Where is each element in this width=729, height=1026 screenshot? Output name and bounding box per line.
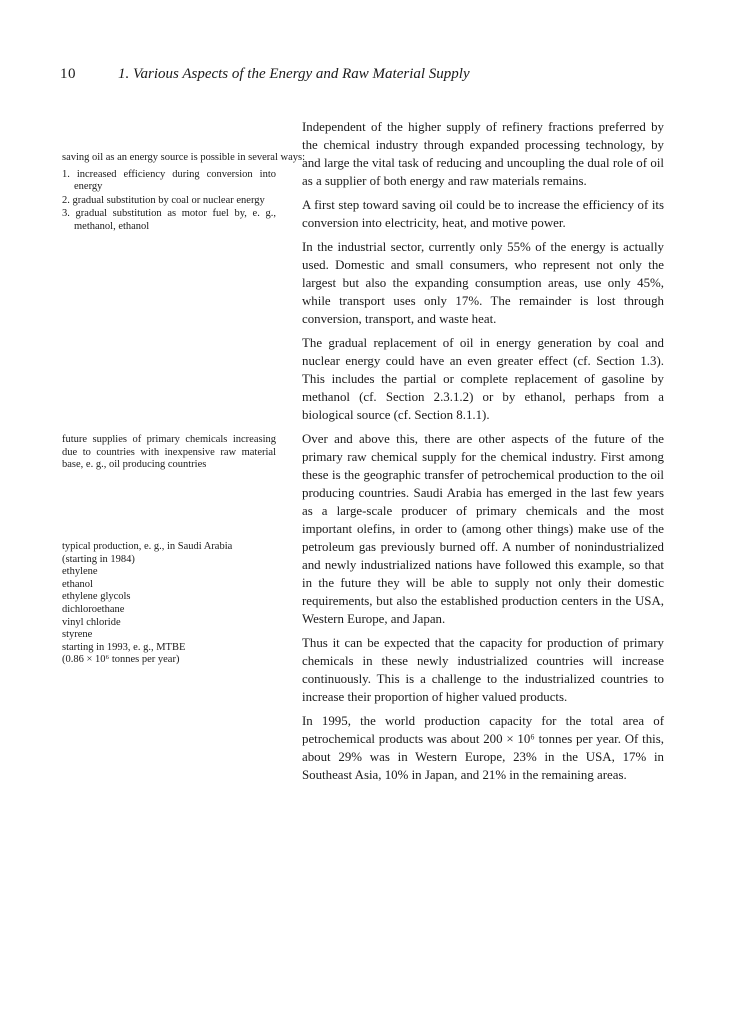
- margin-note-line: (0.86 × 10⁶ tonnes per year): [62, 654, 180, 666]
- saving-oil-list: [62, 169, 276, 234]
- main-text-column: [302, 118, 664, 790]
- list-item: 3. gradual substitution as motor fuel by, e. g., methanol, ethanol: [62, 208, 276, 232]
- margin-note-typical-production: [62, 541, 276, 667]
- paragraph: Independent of the higher supply of refinery fractions preferred by the chemical industry through expanded processing technology, by and large the vital task of reducing and uncoupling the dual role of oil as a supplier of both energy and raw materials remains.: [302, 120, 664, 188]
- margin-note-line: typical production, e. g., in Saudi Arabia: [62, 541, 233, 552]
- margin-note-line: starting in 1993, e. g., MTBE: [62, 641, 186, 653]
- margin-note-line: dichloroethane: [62, 603, 125, 615]
- paragraph: In the industrial sector, currently only 55% of the energy is actually used. Domestic and small consumers, who represent not only the largest but also the expanding consumption areas, use only 45%, while transport uses only 17%. The remainder is lost through conversion, transport, and waste heat.: [302, 240, 664, 326]
- paragraph: The gradual replacement of oil in energy generation by coal and nuclear energy could have an even greater effect (cf. Section 1.3). This includes the partial or complete replacement of gasoline by methanol (cf. Section 2.3.1.2) or by ethanol, perhaps from a biological source (cf. Section 8.1.1).: [302, 336, 664, 422]
- page-number: 10: [60, 66, 76, 82]
- paragraph: Over and above this, there are other aspects of the future of the primary raw chemical supply for the chemical industry. First among these is the geographic transfer of petrochemical production to the oil producing countries. Saudi Arabia has emerged in the last few years as a large-scale producer of primary chemicals and the most important olefins, in order to (among other things) make use of the petroleum gas previously burned off. A number of nonindustrialized and newly industrialized nations have followed this example, so that in the future they will be able to supply not only their domestic requirements, but also the established production centers in the USA, Western Europe, and Japan.: [302, 432, 664, 626]
- paragraph: A first step toward saving oil could be to increase the efficiency of its conversion into electricity, heat, and motive power.: [302, 198, 664, 230]
- margin-note-future-supplies: [62, 434, 276, 472]
- margin-note-line: ethylene: [62, 566, 98, 578]
- margin-note-line: ethylene glycols: [62, 591, 131, 603]
- margin-note-line: ethanol: [62, 578, 93, 590]
- list-item: 1. increased efficiency during conversion into energy: [62, 168, 276, 193]
- paragraph: In 1995, the world production capacity for the total area of petrochemical products was about 200 × 10⁶ tonnes per year. Of this, about 29% was in Western Europe, 23% in the USA, 17% in Southeast Asia, 10% in Japan, and 21% in the remaining areas.: [302, 714, 664, 782]
- list-item: 2. gradual substitution by coal or nuclear energy: [62, 194, 265, 206]
- margin-note-intro: saving oil as an energy source is possible in several ways:: [62, 152, 306, 163]
- margin-note-line: vinyl chloride: [62, 616, 121, 628]
- paragraph: Thus it can be expected that the capacity for production of primary chemicals in these newly industrialized countries will increase continuously. This is a challenge to the industrialized countries to increase their proportion of higher valued products.: [302, 636, 664, 704]
- running-title: 1. Various Aspects of the Energy and Raw Material Supply: [118, 66, 470, 82]
- margin-note-saving-oil: [62, 152, 306, 235]
- margin-note-text: future supplies of primary chemicals increasing due to countries with inexpensive raw material base, e. g., oil producing countries: [62, 434, 276, 471]
- running-header: [60, 66, 680, 90]
- margin-note-line: styrene: [62, 629, 93, 641]
- margin-note-line: (starting in 1984): [62, 553, 135, 565]
